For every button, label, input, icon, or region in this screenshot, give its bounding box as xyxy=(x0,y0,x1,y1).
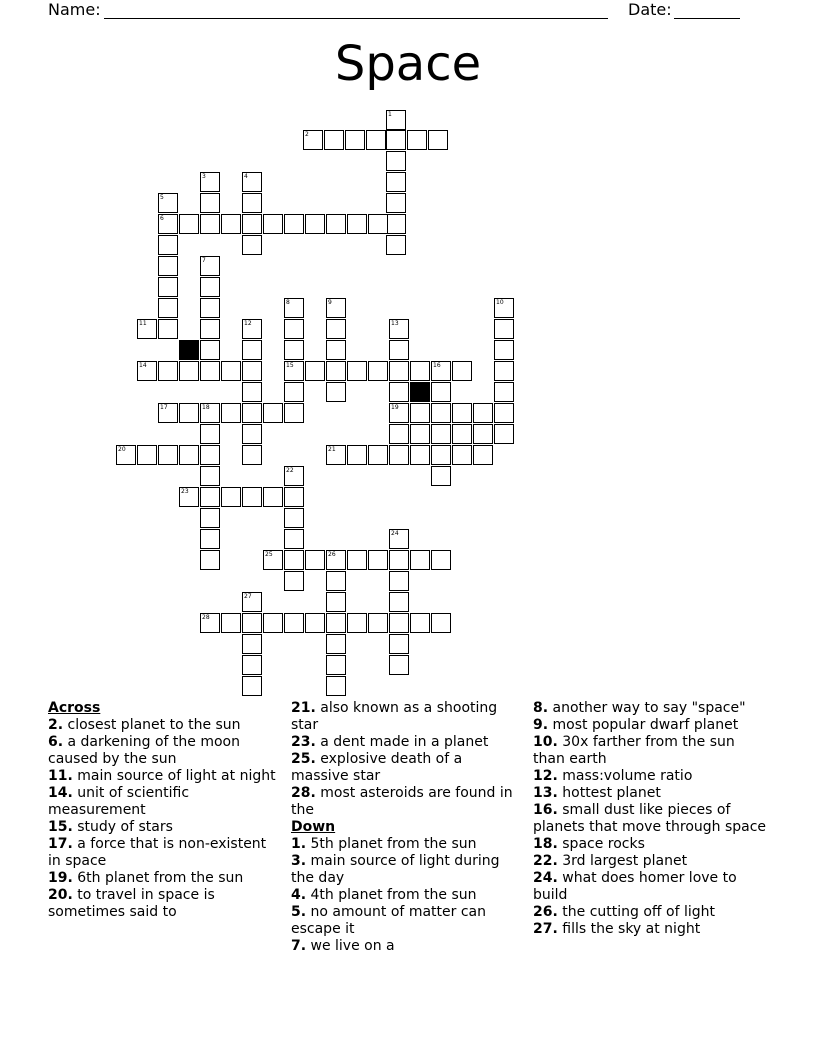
clue-text: a force that is non-existent in space xyxy=(48,836,267,869)
grid-cell[interactable] xyxy=(389,424,409,444)
clue-number: 17. xyxy=(48,836,73,852)
grid-cell[interactable] xyxy=(158,319,178,339)
grid-cell[interactable] xyxy=(431,445,451,465)
clue-text: a dent made in a planet xyxy=(315,734,489,750)
clue-item xyxy=(48,717,283,734)
grid-cell[interactable] xyxy=(452,361,472,381)
grid-cell[interactable] xyxy=(431,466,451,486)
clue-number-label: 4 xyxy=(244,173,248,180)
grid-cell[interactable] xyxy=(242,214,262,234)
grid-cell[interactable] xyxy=(158,256,178,276)
clue-number: 5. xyxy=(291,904,307,920)
grid-cell[interactable] xyxy=(494,361,514,381)
grid-cell[interactable] xyxy=(242,193,262,213)
name-label: Name: xyxy=(48,0,101,19)
grid-cell[interactable] xyxy=(284,382,304,402)
clue-number: 16. xyxy=(533,802,558,818)
clue-item xyxy=(48,819,283,836)
grid-cell[interactable] xyxy=(305,550,325,570)
grid-cell[interactable] xyxy=(407,130,427,150)
clue-number: 10. xyxy=(533,734,558,750)
clue-number-label: 3 xyxy=(202,173,206,180)
grid-cell[interactable] xyxy=(200,361,220,381)
clue-number-label: 25 xyxy=(265,551,273,558)
grid-cell[interactable] xyxy=(347,550,367,570)
grid-cell[interactable] xyxy=(494,424,514,444)
grid-cell[interactable] xyxy=(386,214,406,234)
clue-number-label: 11 xyxy=(139,320,147,327)
grid-cell[interactable] xyxy=(200,319,220,339)
grid-cell[interactable] xyxy=(494,403,514,423)
clue-number: 27. xyxy=(533,921,558,937)
grid-cell[interactable] xyxy=(284,508,304,528)
grid-cell[interactable] xyxy=(284,403,304,423)
grid-cell[interactable] xyxy=(242,235,262,255)
grid-cell[interactable] xyxy=(200,277,220,297)
clue-text: unit of scientific measurement xyxy=(48,785,190,818)
clue-number-label: 2 xyxy=(305,131,309,138)
grid-cell[interactable] xyxy=(242,487,262,507)
clue-number: 26. xyxy=(533,904,558,920)
grid-cell[interactable] xyxy=(389,571,409,591)
clue-number-label: 24 xyxy=(391,530,399,537)
grid-cell[interactable] xyxy=(410,550,430,570)
across-title: Across xyxy=(48,700,101,716)
clue-number: 25. xyxy=(291,751,316,767)
clue-number: 19. xyxy=(48,870,73,886)
grid-cell[interactable] xyxy=(494,319,514,339)
clue-number-label: 9 xyxy=(328,299,332,306)
clue-text: also known as a shooting star xyxy=(291,700,498,733)
grid-cell[interactable] xyxy=(221,361,241,381)
clue-text: closest planet to the sun xyxy=(63,717,241,733)
clue-text: hottest planet xyxy=(557,785,661,801)
clue-item xyxy=(533,768,768,785)
grid-cell[interactable] xyxy=(284,487,304,507)
grid-cell[interactable] xyxy=(305,214,325,234)
clue-item xyxy=(48,887,283,921)
grid-cell[interactable] xyxy=(386,193,406,213)
clue-text: 3rd largest planet xyxy=(557,853,688,869)
clue-number: 9. xyxy=(533,717,549,733)
grid-cell[interactable] xyxy=(179,361,199,381)
clue-text: mass:volume ratio xyxy=(557,768,693,784)
page-title: Space xyxy=(334,36,482,92)
grid-cell[interactable] xyxy=(242,634,262,654)
grid-cell[interactable] xyxy=(200,550,220,570)
clue-item xyxy=(291,734,516,751)
grid-cell[interactable] xyxy=(345,130,365,150)
grid-cell[interactable] xyxy=(347,214,367,234)
grid-cell[interactable] xyxy=(410,424,430,444)
clue-text: fills the sky at night xyxy=(557,921,701,937)
black-cell xyxy=(179,340,199,360)
grid-cell[interactable] xyxy=(431,550,451,570)
clue-text: 30x farther from the sun than earth xyxy=(533,734,735,767)
clue-text: explosive death of a massive star xyxy=(291,751,463,784)
grid-cell[interactable] xyxy=(386,172,406,192)
grid-cell[interactable] xyxy=(347,445,367,465)
grid-cell[interactable] xyxy=(305,361,325,381)
clue-item xyxy=(291,904,516,938)
grid-cell[interactable] xyxy=(200,466,220,486)
down-title: Down xyxy=(291,819,336,835)
grid-cell[interactable] xyxy=(200,424,220,444)
clues-column-2 xyxy=(291,700,516,955)
grid-cell[interactable] xyxy=(242,655,262,675)
clue-number-label: 16 xyxy=(433,362,441,369)
grid-cell[interactable] xyxy=(326,340,346,360)
grid-cell[interactable] xyxy=(410,403,430,423)
grid-cell[interactable] xyxy=(410,445,430,465)
grid-cell[interactable] xyxy=(473,424,493,444)
grid-cell[interactable] xyxy=(389,340,409,360)
clue-item xyxy=(533,836,768,853)
grid-cell[interactable] xyxy=(326,634,346,654)
grid-cell[interactable] xyxy=(221,403,241,423)
clue-text: most asteroids are found in the xyxy=(291,785,513,818)
clue-number: 7. xyxy=(291,938,307,954)
clue-number: 3. xyxy=(291,853,307,869)
clues-column-3 xyxy=(533,700,768,938)
clue-number-label: 1 xyxy=(388,111,392,118)
grid-cell[interactable] xyxy=(389,361,409,381)
clue-item xyxy=(533,921,768,938)
grid-cell[interactable] xyxy=(200,340,220,360)
clue-item xyxy=(533,785,768,802)
grid-cell[interactable] xyxy=(389,613,409,633)
date-label: Date: xyxy=(628,0,672,19)
grid-cell[interactable] xyxy=(389,445,409,465)
grid-cell[interactable] xyxy=(221,613,241,633)
grid-cell[interactable] xyxy=(473,403,493,423)
clue-item xyxy=(48,768,283,785)
grid-cell[interactable] xyxy=(221,214,241,234)
grid-cell[interactable] xyxy=(242,613,262,633)
grid-cell[interactable] xyxy=(431,613,451,633)
clue-item xyxy=(48,734,283,768)
grid-cell[interactable] xyxy=(284,571,304,591)
clue-text: a darkening of the moon caused by the sun xyxy=(48,734,240,767)
grid-cell[interactable] xyxy=(366,130,386,150)
clue-text: main source of light at night xyxy=(72,768,276,784)
clues-column-1 xyxy=(48,700,283,921)
black-cell xyxy=(410,382,430,402)
grid-cell[interactable] xyxy=(284,529,304,549)
grid-cell[interactable] xyxy=(200,529,220,549)
grid-cell[interactable] xyxy=(347,361,367,381)
grid-cell[interactable] xyxy=(324,130,344,150)
grid-cell[interactable] xyxy=(284,340,304,360)
grid-cell[interactable] xyxy=(452,424,472,444)
grid-cell[interactable] xyxy=(284,550,304,570)
clue-number: 28. xyxy=(291,785,316,801)
clue-item xyxy=(533,717,768,734)
grid-cell[interactable] xyxy=(386,235,406,255)
clue-number: 15. xyxy=(48,819,73,835)
clue-text: 6th planet from the sun xyxy=(72,870,244,886)
clue-number: 21. xyxy=(291,700,316,716)
clue-number: 22. xyxy=(533,853,558,869)
clue-number-label: 6 xyxy=(160,215,164,222)
grid-cell[interactable] xyxy=(368,613,388,633)
grid-cell[interactable] xyxy=(347,613,367,633)
grid-cell[interactable] xyxy=(368,361,388,381)
clue-item xyxy=(533,904,768,921)
clue-number-label: 27 xyxy=(244,593,252,600)
clue-item xyxy=(291,836,516,853)
clue-number: 24. xyxy=(533,870,558,886)
grid-cell[interactable] xyxy=(200,193,220,213)
grid-cell[interactable] xyxy=(326,319,346,339)
grid-cell[interactable] xyxy=(200,487,220,507)
grid-cell[interactable] xyxy=(326,382,346,402)
grid-cell[interactable] xyxy=(179,445,199,465)
clue-number: 13. xyxy=(533,785,558,801)
grid-cell[interactable] xyxy=(158,445,178,465)
grid-cell[interactable] xyxy=(326,613,346,633)
clue-item xyxy=(291,700,516,734)
clue-number-label: 23 xyxy=(181,488,189,495)
clue-number: 2. xyxy=(48,717,64,733)
clue-text: space rocks xyxy=(557,836,645,852)
clue-item xyxy=(533,802,768,836)
grid-cell[interactable] xyxy=(431,424,451,444)
clue-item xyxy=(291,785,516,819)
clue-number-label: 26 xyxy=(328,551,336,558)
grid-cell[interactable] xyxy=(242,424,262,444)
clue-number: 4. xyxy=(291,887,307,903)
grid-cell[interactable] xyxy=(389,634,409,654)
grid-cell[interactable] xyxy=(305,613,325,633)
grid-cell[interactable] xyxy=(263,613,283,633)
clue-number: 11. xyxy=(48,768,73,784)
clue-text: no amount of matter can escape it xyxy=(291,904,486,937)
clue-number-label: 21 xyxy=(328,446,336,453)
clue-number: 12. xyxy=(533,768,558,784)
clue-number: 23. xyxy=(291,734,316,750)
clue-number-label: 13 xyxy=(391,320,399,327)
clue-text: study of stars xyxy=(72,819,173,835)
grid-cell[interactable] xyxy=(389,550,409,570)
clue-text: 4th planet from the sun xyxy=(306,887,477,903)
clue-item xyxy=(48,836,283,870)
grid-cell[interactable] xyxy=(326,571,346,591)
grid-cell[interactable] xyxy=(158,235,178,255)
clue-item xyxy=(291,751,516,785)
grid-cell[interactable] xyxy=(386,151,406,171)
grid-cell[interactable] xyxy=(179,214,199,234)
grid-cell[interactable] xyxy=(386,130,406,150)
grid-cell[interactable] xyxy=(389,382,409,402)
grid-cell[interactable] xyxy=(200,508,220,528)
clue-text: the cutting off of light xyxy=(557,904,715,920)
grid-cell[interactable] xyxy=(263,487,283,507)
grid-cell[interactable] xyxy=(137,445,157,465)
grid-cell[interactable] xyxy=(158,277,178,297)
grid-cell[interactable] xyxy=(326,214,346,234)
clue-item xyxy=(533,734,768,768)
clue-number: 1. xyxy=(291,836,307,852)
grid-cell[interactable] xyxy=(473,445,493,465)
grid-cell[interactable] xyxy=(242,382,262,402)
clue-number: 8. xyxy=(533,700,549,716)
clue-number-label: 22 xyxy=(286,467,294,474)
clue-number: 14. xyxy=(48,785,73,801)
clue-item xyxy=(291,853,516,887)
grid-cell[interactable] xyxy=(368,214,388,234)
grid-cell[interactable] xyxy=(494,340,514,360)
grid-cell[interactable] xyxy=(431,382,451,402)
grid-cell[interactable] xyxy=(368,445,388,465)
grid-cell[interactable] xyxy=(326,676,346,696)
clue-number-label: 7 xyxy=(202,257,206,264)
clue-item xyxy=(533,870,768,904)
grid-cell[interactable] xyxy=(368,550,388,570)
clue-number: 20. xyxy=(48,887,73,903)
clue-number-label: 20 xyxy=(118,446,126,453)
clue-number-label: 18 xyxy=(202,404,210,411)
clue-text: what does homer love to build xyxy=(533,870,737,903)
grid-cell[interactable] xyxy=(452,445,472,465)
grid-cell[interactable] xyxy=(284,319,304,339)
grid-cell[interactable] xyxy=(284,214,304,234)
clue-number-label: 8 xyxy=(286,299,290,306)
clue-number-label: 15 xyxy=(286,362,294,369)
clue-number-label: 17 xyxy=(160,404,168,411)
clue-text: we live on a xyxy=(306,938,395,954)
grid-cell[interactable] xyxy=(221,487,241,507)
grid-cell[interactable] xyxy=(242,445,262,465)
clue-item xyxy=(533,700,768,717)
grid-cell[interactable] xyxy=(428,130,448,150)
grid-cell[interactable] xyxy=(389,592,409,612)
grid-cell[interactable] xyxy=(200,445,220,465)
grid-cell[interactable] xyxy=(410,613,430,633)
clue-text: to travel in space is sometimes said to xyxy=(48,887,215,920)
clue-text: main source of light during the day xyxy=(291,853,500,886)
clue-number-label: 14 xyxy=(139,362,147,369)
clue-number-label: 19 xyxy=(391,404,399,411)
grid-cell[interactable] xyxy=(284,613,304,633)
clue-number-label: 28 xyxy=(202,614,210,621)
grid-cell[interactable] xyxy=(263,403,283,423)
grid-cell[interactable] xyxy=(389,655,409,675)
clue-number: 6. xyxy=(48,734,64,750)
grid-cell[interactable] xyxy=(200,298,220,318)
clue-number-label: 10 xyxy=(496,299,504,306)
grid-cell[interactable] xyxy=(242,361,262,381)
grid-cell[interactable] xyxy=(326,592,346,612)
clue-text: 5th planet from the sun xyxy=(306,836,477,852)
grid-cell[interactable] xyxy=(431,403,451,423)
clue-item xyxy=(48,870,283,887)
grid-cell[interactable] xyxy=(263,214,283,234)
grid-cell[interactable] xyxy=(326,655,346,675)
grid-cell[interactable] xyxy=(200,214,220,234)
grid-cell[interactable] xyxy=(179,403,199,423)
clue-item xyxy=(291,938,516,955)
grid-cell[interactable] xyxy=(452,403,472,423)
clue-text: small dust like pieces of planets that move through space xyxy=(533,802,767,835)
clue-text: most popular dwarf planet xyxy=(548,717,739,733)
grid-cell[interactable] xyxy=(326,361,346,381)
clue-item xyxy=(533,853,768,870)
grid-cell[interactable] xyxy=(242,403,262,423)
clue-number: 18. xyxy=(533,836,558,852)
clue-item xyxy=(48,785,283,819)
grid-cell[interactable] xyxy=(494,382,514,402)
grid-cell[interactable] xyxy=(158,298,178,318)
clue-item xyxy=(291,887,516,904)
clue-number-label: 12 xyxy=(244,320,252,327)
clue-text: another way to say "space" xyxy=(548,700,746,716)
clue-number-label: 5 xyxy=(160,194,164,201)
grid-cell[interactable] xyxy=(158,361,178,381)
grid-cell[interactable] xyxy=(242,676,262,696)
grid-cell[interactable] xyxy=(242,340,262,360)
grid-cell[interactable] xyxy=(410,361,430,381)
